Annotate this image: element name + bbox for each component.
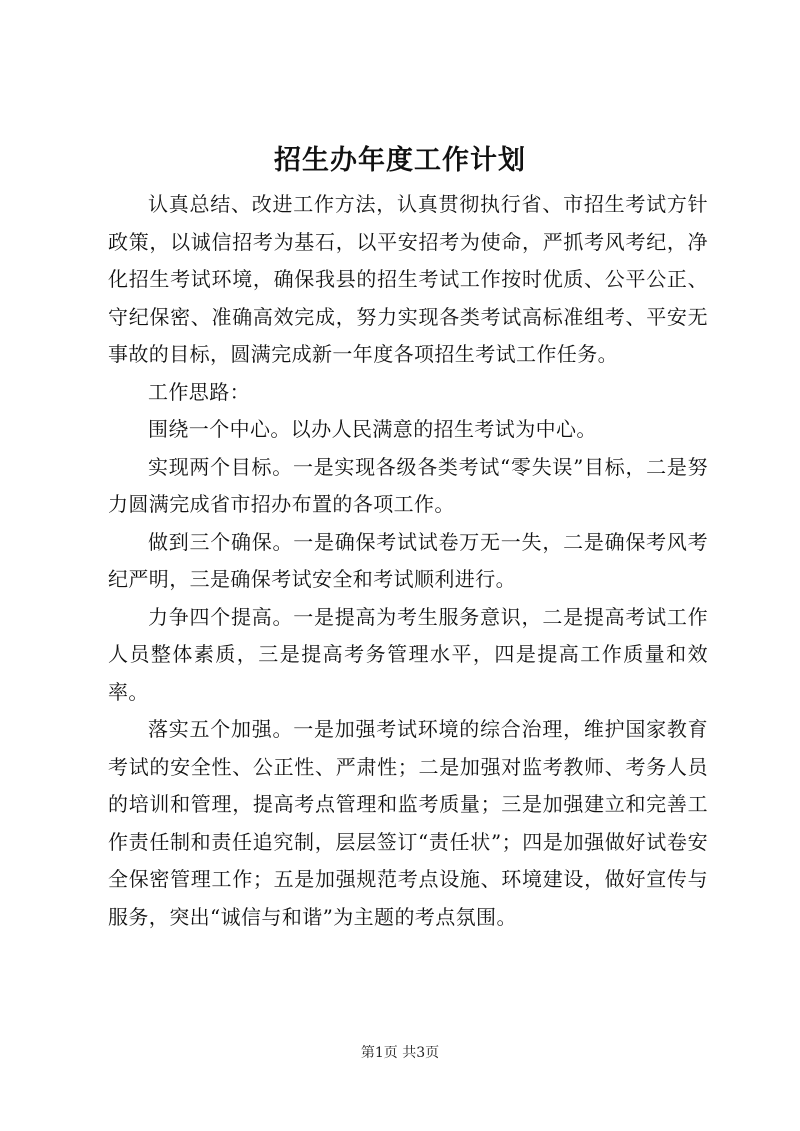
page-number-footer: 第1页 共3页: [360, 1045, 440, 1061]
paragraph-three-ensures: 做到三个确保。一是确保考试试卷万无一失，二是确保考风考纪严明，三是确保考试安全和考试顺利进行。: [108, 529, 708, 591]
paragraph-intro: 认真总结、改进工作方法，认真贯彻执行省、市招生考试方针政策，以诚信招考为基石，以平安招考为使命，严抓考风考纪，净化招生考试环境，确保我县的招生考试工作按时优质、公平公正、守纪保密、准确高效完成，努力实现各类考试高标准组考、平安无事故的目标，圆满完成新一年度各项招生考试工作任务。: [108, 192, 708, 366]
document-body: [108, 186, 708, 936]
paragraph-one-center: 围绕一个中心。以办人民满意的招生考试为中心。: [148, 417, 597, 441]
paragraph-work-approach-heading: 工作思路：: [148, 379, 250, 404]
paragraph-five-strengthenings: 落实五个加强。一是加强考试环境的综合治理，维护国家教育考试的安全性、公正性、严肃性；二是加强对监考教师、考务人员的培训和管理，提高考点管理和监考质量；三是加强建立和完善工作责任制和责任追究制，层层签订“责任状”；四是加强做好试卷安全保密管理工作；五是加强规范考点设施、环境建设，做好宣传与服务，突出“诚信与和谐”为主题的考点氛围。: [108, 717, 708, 929]
document-title: 招生办年度工作计划: [274, 145, 526, 176]
paragraph-two-goals: 实现两个目标。一是实现各级各类考试“零失误”目标，二是努力圆满完成省市招办布置的各项工作。: [108, 454, 708, 516]
paragraph-four-improvements: 力争四个提高。一是提高为考生服务意识，二是提高考试工作人员整体素质，三是提高考务管理水平，四是提高工作质量和效率。: [108, 604, 708, 704]
